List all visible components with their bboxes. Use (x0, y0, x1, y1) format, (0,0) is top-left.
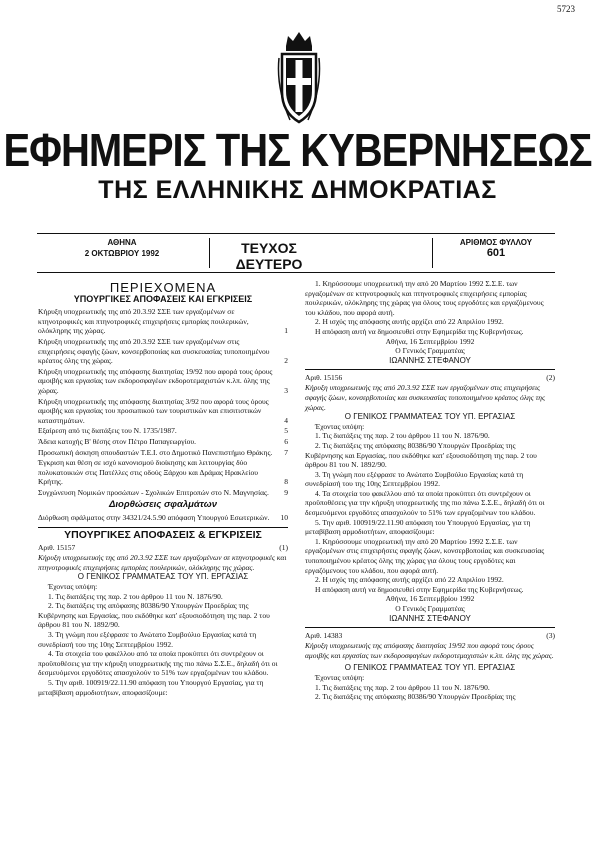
toc-list (38, 307, 288, 497)
paragraph: 2. Τις διατάξεις της απόφασης 80386/90 Υπουργών Προεδρίας της Κυβέρνησης και Εργασίας, που εκδόθηκε κατ' εξουσιοδότηση της παρ. 2 του άρθρου 81 του Ν. 1892/90. (305, 440, 537, 470)
decision-paragraphs (305, 683, 555, 702)
paragraph: 1. Τις διατάξεις της παρ. 2 του άρθρου 11 του Ν. 1876/90. (48, 591, 223, 601)
signature-name: ΙΩΑΝΝΗΣ ΣΤΕΦΑΝΟΥ (389, 613, 471, 623)
decision-number-row (38, 543, 288, 553)
toc-entry-text: Άδεια κατοχής Β' θέσης στον Πέτρο Παπαγεωργίου. (38, 436, 196, 446)
corrections-list (38, 513, 288, 523)
having-regard: Έχοντας υπόψη: (315, 421, 365, 431)
toc-entry-text: Προσωπική άσκηση σπουδαστών Τ.Ε.Ι. στο Δημοτικό Πανεπιστήμιο Θράκης. (38, 447, 273, 457)
paragraph: 2. Η ισχύς της απόφασης αυτής αρχίζει από 22 Απριλίου 1992. (315, 317, 504, 327)
decision-number-row (305, 631, 555, 641)
page-number: 5723 (557, 4, 575, 14)
paragraph: 1. Τις διατάξεις της παρ. 2 του άρθρου 11 του Ν. 1876/90. (315, 682, 490, 692)
signature-name: ΙΩΑΝΝΗΣ ΣΤΕΦΑΝΟΥ (389, 355, 471, 365)
divider (305, 627, 555, 628)
decision-index: (3) (546, 631, 555, 641)
toc-section-title: ΥΠΟΥΡΓΙΚΕΣ ΑΠΟΦΑΣΕΙΣ ΚΑΙ ΕΓΚΡΙΣΕΙΣ (73, 293, 253, 304)
signature-date: Αθήνα, 16 Σεπτεμβρίου 1992 (385, 336, 475, 346)
decision-number-row (305, 373, 555, 383)
decision-number: Αριθ. 14383 (305, 631, 343, 641)
sheet-number-block (437, 237, 555, 259)
toc-entry-page: 10 (280, 513, 288, 523)
toc-entry (38, 367, 288, 396)
paragraph: 5. Την αριθ. 100919/22.11.90 απόφαση του Υπουργού Εργασίας, για τη μεταβίβαση αρμοδιοτήτων, αποφασίζουμε: (38, 677, 264, 697)
toc-entry (38, 488, 288, 498)
paragraph: 4. Τα στοιχεία του φακέλλου από τα οποία προκύπτει ότι συντρέχουν οι προϋποθέσεις για την κήρυξη υποχρεωτικής της πιο πάνω Σ.Σ.Ε., δηλαδή ότι οι δεσμευόμενοι εργοδότες απασχολούν το 51% των εργαζομένων του κλάδου. (38, 649, 278, 678)
right-column (305, 279, 555, 702)
toc-title: ΠΕΡΙΕΧΟΜΕΝΑ (109, 280, 217, 295)
sheet-number: 601 (486, 247, 506, 259)
decision-summary: Κήρυξη υποχρεωτικής της απόφασης διαιτησίας 19/92 που αφορά τους όρους αμοιβής και εργασίας των εκδοροσφαγέων εκδοροτεμαχιστών κ.λπ. όλης της χώρας. (305, 641, 554, 660)
divider (305, 369, 555, 370)
decision-authority: Ο ΓΕΝΙΚΟΣ ΓΡΑΜΜΑΤΕΑΣ ΤΟΥ ΥΠ. ΕΡΓΑΣΙΑΣ (344, 412, 516, 422)
divider (432, 238, 433, 268)
paragraph: 3. Τη γνώμη που εξέφρασε το Ανώτατο Συμβούλιο Εργασίας κατά τη συνεδρίασή του της 10ης Σεπτεμβρίου 1992. (305, 469, 524, 489)
paragraph: 1. Κηρύσσουμε υποχρεωτική την από 20 Μαρτίου 1992 Σ.Σ.Ε. των εργαζομένων στις επιχειρήσεις σφαγής ζώων, κονσερβοποιίας και συσκευασίας τυποποιημένου κρέατος όλης της χώρας για όλους τους εργοδότες και εργαζόμενους του κλάδου, που αφορά αυτή. (305, 536, 545, 575)
toc-entry-text: Εξαίρεση από τις διατάξεις του Ν. 1735/1987. (38, 426, 177, 436)
issue-header-box (37, 233, 555, 273)
paragraph: 3. Τη γνώμη που εξέφρασε το Ανώτατο Συμβούλιο Εργασίας κατά τη συνεδρίασή του της 10ης Σεπτεμβρίου 1992. (38, 630, 257, 649)
left-column (38, 280, 288, 697)
toc-entry-text: Έγκριση και θέση σε ισχύ κανονισμού διοίκησης και λειτουργίας δύο πολυκατοικιών στις Πατέλλες στις οδούς Ξάρχου και Δράμας Ηρακλείου Κρήτης. (38, 458, 258, 487)
divider (209, 238, 210, 268)
issue-type: ΤΕΥΧΟΣ ΔΕΥΤΕΡΟ (235, 240, 303, 272)
toc-entry (38, 437, 288, 447)
paragraph: 1. Κηρύσσουμε υποχρεωτική την από 20 Μαρτίου 1992 Σ.Σ.Ε. των εργαζομένων σε κτηνοτροφικές και πτηνοτροφικές επιχειρήσεις εμπορίας πουλερικών, ολόκληρης της χώρας για όλους τους εργοδότες και εργαζόμενους του κλάδου, που αφορά αυτή. (305, 279, 544, 317)
paragraph: Η απόφαση αυτή να δημοσιευθεί στην Εφημερίδα της Κυβερνήσεως. (315, 584, 524, 594)
toc-entry-page: 6 (284, 436, 288, 446)
decision-authority: Ο ΓΕΝΙΚΟΣ ΓΡΑΜΜΑΤΕΑΣ ΤΟΥ ΥΠ. ΕΡΓΑΣΙΑΣ (344, 663, 516, 673)
toc-entry-page: 3 (284, 385, 288, 395)
decision-paragraphs (305, 279, 555, 337)
sheet-number-label: ΑΡΙΘΜΟΣ ΦΥΛΛΟΥ (459, 238, 533, 247)
decision-number: Αριθ. 15157 (38, 543, 76, 553)
signature-date: Αθήνα, 16 Σεπτεμβρίου 1992 (385, 594, 475, 604)
issue-city: ΑΘΗΝΑ (107, 238, 137, 247)
toc-entry (38, 458, 288, 487)
having-regard: Έχοντας υπόψη: (48, 582, 98, 592)
divider (38, 527, 288, 528)
paragraph: 5. Την αριθ. 100919/22.11.90 απόφαση του Υπουργού Εργασίας, για τη μεταβίβαση αρμοδιοτήτων, αποφασίζουμε: (305, 517, 531, 537)
section-title: ΥΠΟΥΡΓΙΚΕΣ ΑΠΟΦΑΣΕΙΣ & ΕΓΚΡΙΣΕΙΣ (64, 528, 262, 541)
toc-entry-page: 9 (284, 487, 288, 497)
toc-entry (38, 426, 288, 436)
decision-summary: Κήρυξη υποχρεωτικής της από 20.3.92 ΣΣΕ των εργαζομένων στις επιχειρήσεις σφαγής ζώων, κονσερβοποιίας και συσκευασίας τυποποιημένου κρέατος όλης της χώρας. (305, 383, 546, 412)
coat-of-arms-icon (276, 28, 322, 126)
signature-role: Ο Γενικός Γραμματέας (395, 346, 465, 356)
masthead-title: ΕΦΗΜΕΡΙΣ ΤΗΣ ΚΥΒΕΡΝΗΣΕΩΣ (3, 125, 592, 177)
decision-number: Αριθ. 15156 (305, 373, 343, 383)
toc-entry-text: Κήρυξη υποχρεωτικής της απόφασης διαιτησίας 3/92 που αφορά τους όρους αμοιβής και εργασίας του προσωπικού των τουριστικών και επισιτιστικών καταστημάτων. (38, 396, 269, 425)
decision-index: (2) (546, 373, 555, 383)
having-regard: Έχοντας υπόψη: (315, 672, 365, 682)
toc-entry (38, 448, 288, 458)
decision-paragraphs (305, 431, 555, 594)
toc-entry-text: Κήρυξη υποχρεωτικής της απόφασης διαιτησίας 19/92 που αφορά τους όρους αμοιβής και εργασίας των εκδοροσφαγέων εκδοροτεμαχιστών κ.λπ. όλης της χώρας. (38, 366, 273, 395)
toc-entry-page: 2 (284, 356, 288, 366)
toc-entry (38, 397, 288, 426)
toc-entry-text: Κήρυξη υποχρεωτικής της από 20.3.92 ΣΣΕ των εργαζομένων στις επιχειρήσεις σφαγής ζώων, κονσερβοποιίας και συσκευασίας τυποποιημένου κρέατος όλης της χώρας. (38, 336, 270, 366)
paragraph: 2. Η ισχύς της απόφασης αυτής αρχίζει από 22 Απριλίου 1992. (315, 575, 504, 585)
toc-entry-page: 8 (284, 477, 288, 487)
signature-role: Ο Γενικός Γραμματέας (395, 604, 465, 613)
masthead-subtitle: ΤΗΣ ΕΛΛΗΝΙΚΗΣ ΔΗΜΟΚΡΑΤΙΑΣ (98, 176, 497, 204)
toc-entry (38, 513, 288, 523)
decision-authority: Ο ΓΕΝΙΚΟΣ ΓΡΑΜΜΑΤΕΑΣ ΤΟΥ ΥΠ. ΕΡΓΑΣΙΑΣ (77, 572, 249, 582)
paragraph: Η απόφαση αυτή να δημοσιευθεί στην Εφημερίδα της Κυβερνήσεως. (315, 326, 524, 336)
toc-entry-text: Διόρθωση σφάλματος στην 34321/24.5.90 απόφαση Υπουργού Εσωτερικών. (38, 513, 270, 523)
toc-entry-page: 7 (284, 447, 288, 457)
toc-entry (38, 337, 288, 366)
decision-paragraphs (38, 592, 288, 698)
paragraph: 2. Τις διατάξεις της απόφασης 80386/90 Υπουργών Προεδρίας της Κυβέρνησης και Εργασίας, που εκδόθηκε κατ' εξουσιοδότηση της παρ. 2 του άρθρου 81 του Ν. 1892/90. (38, 601, 270, 630)
paragraph: 1. Τις διατάξεις της παρ. 2 του άρθρου 11 του Ν. 1876/90. (315, 431, 490, 441)
paragraph: 2. Τις διατάξεις της απόφασης 80386/90 Υπουργών Προεδρίας της (315, 692, 516, 702)
toc-entry (38, 307, 288, 336)
toc-entry-text: Συγχώνευση Νομικών προσώπων - Σχολικών Επιτροπών στο Ν. Μαγνησίας. (38, 487, 269, 497)
toc-entry-page: 1 (284, 326, 288, 336)
issue-date: 2 ΟΚΤΩΒΡΙΟΥ 1992 (84, 249, 160, 258)
toc-entry-text: Κήρυξη υποχρεωτικής της από 20.3.92 ΣΣΕ των εργαζομένων σε κτηνοτροφικές και πτηνοτροφικές επιχειρήσεις εμπορίας πουλερικών, ολόκληρης της χώρας. (38, 307, 249, 336)
toc-entry-page: 4 (284, 415, 288, 425)
corrections-title: Διορθώσεις σφαλμάτων (109, 499, 217, 511)
paragraph: 4. Τα στοιχεία του φακέλλου από τα οποία προκύπτει ότι συντρέχουν οι προϋποθέσεις για την κήρυξη υποχρεωτικής της πιο πάνω Σ.Σ.Ε., δηλαδή ότι οι δεσμευόμενοι εργοδότες απασχολούν το 51% των εργαζομένων του κλάδου. (305, 488, 545, 518)
issue-place-date (37, 237, 207, 259)
decision-index: (1) (279, 543, 288, 553)
toc-entry-page: 5 (284, 426, 288, 436)
decision-summary: Κήρυξη υποχρεωτικής της από 20.3.92 ΣΣΕ των εργαζομένων σε κτηνοτροφικές και πτηνοτροφικές επιχειρήσεις εμπορίας πουλερικών, ολόκληρης της χώρας. (38, 553, 287, 572)
